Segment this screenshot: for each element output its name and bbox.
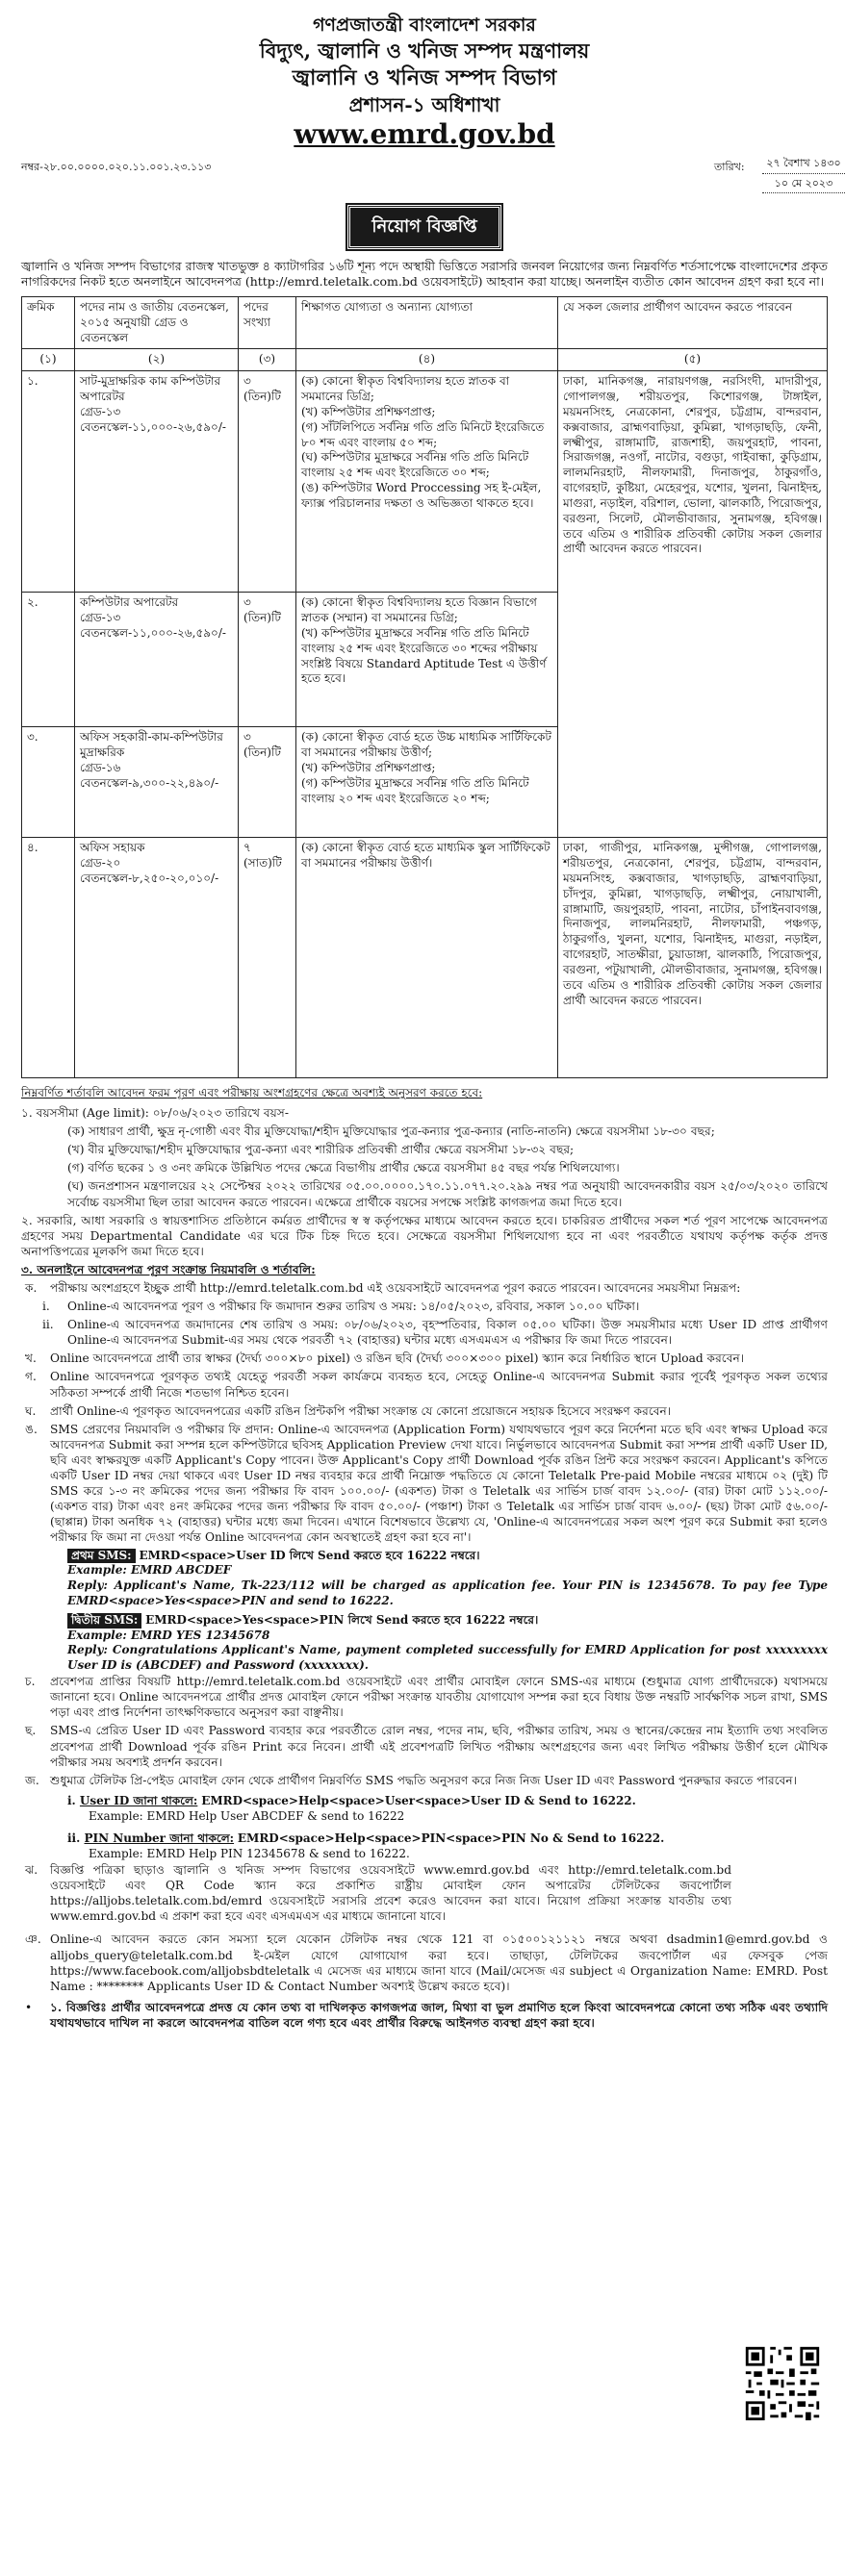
intro-paragraph: জ্বালানি ও খনিজ সম্পদ বিভাগের রাজস্ব খাতভুক্ত ৪ ক্যাটাগরির ১৬টি শূন্য পদে অস্থায়ী ভিত্তিতে সরাসরি জনবল নিয়োগের জন্য নিম্নবর্ণিত শর্তসাপেক্ষে বাংলাদেশের প্রকৃত নাগরিকদের নিকট হতে অনলাইনে আবেদনপত্র (http://emrd.teletalk.com.bd ওয়েবসাইটে) আহবান করা যাচ্ছে। অনলাইন ব্যতীত কোন আবেদন গ্রহণ করা হবে না।	[21, 258, 828, 290]
cell-qualification: (ক) কোনো স্বীকৃত বিশ্ববিদ্যালয় হতে স্নাতক বা সমমানের ডিগ্রি; (খ) কম্পিউটার প্রশিক্ষণপ্রাপ্ত; (গ) সাঁটলিপিতে সর্বনিম্ন গতি প্রতি মিনিটে ইংরেজিতে ৮০ শব্দ এবং বাংলায় ৫০ শব্দ; (ঘ) কম্পিউটার মুদ্রাক্ষরে সর্বনিম্ন গতি প্রতি মিনিটে বাংলায় ২৫ শব্দ এবং ইংরেজিতে ৩০ শব্দ; (ঙ) কম্পিউটার Word Proccessing সহ ই-মেইল, ফ্যাক্স পরিচালনার দক্ষতা ও অভিজ্ঞতা থাকতে হবে।	[296, 371, 558, 593]
rule-last: ১. বিজ্ঞপ্তিঃ প্রার্থীর আবেদনপত্রে প্রদত্ত যে কোন তথ্য বা দাখিলকৃত কাগজপত্র জাল, মিথ্যা বা ভুল প্রমাণিত হলে কিংবা আবেদনপত্রে কোনো তথ্য সঠিক এবং তথ্যাদি যথাযথভাবে দাখিল না করলে আবেদনপত্র বাতিল বলে গণ্য হবে এবং প্রার্থীর বিরুদ্ধে আইনগত ব্যবস্থা গ্রহণ করা হবে।	[50, 2000, 828, 2030]
list-item: ঙ. SMS প্রেরণের নিয়মাবলি ও পরীক্ষার ফি প্রদান: Online-এ আবেদনপত্র (Application Form) যথাযথভাবে পূরণ করে নির্দেশনা মতে ছবি এবং স্বাক্ষর Upload করে আবেদনপত্র Submit করা সম্পন্ন হলে কম্পিউটারে ছবিসহ Application Preview দেখা যাবে। নির্ভুলভাবে আবেদনপত্র Submit করা সম্পন্ন প্রার্থী একটি User ID, ছবি এবং স্বাক্ষরযুক্ত একটি Applicant's Copy পাবেন। উক্ত Applicant's Copy প্রার্থী Download পূর্বক রঙিন প্রিন্ট করে সংরক্ষণ করবেন। Applicant's কপিতে একটি User ID নম্বর দেয়া থাকবে এবং User ID নম্বর ব্যবহার করে প্রার্থী নিম্নোক্ত পদ্ধতিতে যে কোনো Teletalk Pre-paid Mobile নম্বরের মাধ্যমে ০২ (দুই) টি SMS করে ১-৩ নং ক্রমিকের পদের জন্য পরীক্ষার ফি বাবদ ১০০.০০/- (একশত) টাকা ও Teletalk এর সার্ভিস চার্জ বাবদ ১২.০০/- (বার) টাকা মোট ১১২.০০/- (একশত বার) টাকা এবং ৪নং ক্রমিকের পদের জন্য পরীক্ষার ফি বাবদ ৫০.০০/- (পঞ্চাশ) টাকা ও Teletalk এর সার্ভিস চার্জ বাবদ ৬.০০/- (ছয়) টাকা মোট ৫৬.০০/- (ছাপ্পান্ন) টাকা অনধিক ৭২ (বাহাত্তর) ঘন্টার মধ্যে জমা দিবেন। এখানে বিশেষভাবে উল্লেখ্য যে, 'Online-এ আবেদনপত্রের সকল অংশ পূরণ করে Submit করা হলেও পরীক্ষার ফি জমা না দেওয়া পর্যন্ত Online আবেদনপত্র কোন অবস্থাতেই গ্রহণ করা হবে না'।	[25, 1422, 828, 1545]
recover-pin-example: Example: EMRD Help PIN 12345678 & send to 16222.	[89, 1847, 410, 1861]
rule-f: প্রবেশপত্র প্রাপ্তির বিষয়টি http://emrd.teletalk.com.bd ওয়েবসাইটে এবং প্রার্থীর মোবাইল ফোনে SMS-এর মাধ্যমে (শুধুমাত্র যোগ্য প্রার্থীদেরকে) যথাসময়ে জানানো হবে। Online আবেদনপত্রে প্রার্থীর প্রদত্ত মোবাইল ফোনে পরীক্ষা সংক্রান্ত যাবতীয় যোগাযোগ সম্পন্ন করা হবে বিধায় উক্ত নম্বরটি সার্বক্ষণিক সচল রাখা, SMS পড়া এবং প্রাপ্ত নির্দেশনা তাৎক্ষণিকভাবে অনুসরণ করা বাঞ্ছনীয়।	[50, 1675, 828, 1720]
rule-c: Online আবেদনপত্রে পূরণকৃত তথ্যই যেহেতু পরবর্তী সকল কার্যক্রমে ব্যবহৃত হবে, সেহেতু Online-এ আবেদনপত্র Submit করার পূর্বেই পূরণকৃত সকল তথ্যের সঠিকতা সম্পর্কে প্রার্থী নিজে শতভাগ নিশ্চিত হবেন।	[50, 1370, 828, 1400]
list-item: i. Online-এ আবেদনপত্র পূরণ ও পরীক্ষার ফি জমাদান শুরুর তারিখ ও সময়: ১৪/০৫/২০২৩, রবিবার, সকাল ১০.০০ ঘটিকা।	[21, 1299, 828, 1314]
list-item: ঞ. Online-এ আবেদন করতে কোন সমস্যা হলে যেকোন টেলিটক নম্বর থেকে 121 বা ০১৫০০১২১১২১ নম্বরে অথবা dsadmin1@emrd.gov.bd ও alljobs_query@teletalk.com.bd ই-মেইল যোগে যোগাযোগ করা হবে। তাছাড়া, টেলিটকের জবপোর্টাল এর ফেসবুক পেজ https://www.facebook.com/alljobsbdteletalk এ মেসেজ এর মাধ্যমে জানা যাবে (Mail/মেসেজ এর subject এ Organization Name: EMRD. Post Name : ******** Applicants User ID & Contact Number অবশ্যই উল্লেখ করতে হবে)।	[25, 1932, 828, 1993]
header-post: পদের নাম ও জাতীয় বেতনস্কেল, ২০১৫ অনুযায়ী গ্রেড ও বেতনস্কেল	[75, 296, 239, 348]
header-count: পদের সংখ্যা	[239, 296, 296, 348]
cell-serial: ১.	[22, 371, 75, 593]
cell-qualification: (ক) কোনো স্বীকৃত বোর্ড হতে মাধ্যমিক স্কুল সার্টিফিকেট বা সমমানের পরীক্ষায় উত্তীর্ণ।	[296, 838, 558, 1078]
cell-qualification: (ক) কোনো স্বীকৃত বোর্ড হতে উচ্চ মাধ্যমিক সার্টিফিকেট বা সমমানের পরীক্ষায় উত্তীর্ণ; (খ) কম্পিউটার প্রশিক্ষণপ্রাপ্ত; (গ) কম্পিউটার মুদ্রাক্ষরে সর্বনিম্ন গতি প্রতি মিনিটে বাংলায় ২০ শব্দ এবং ইংরেজিতে ২০ শব্দ;	[296, 727, 558, 838]
rule-i: বিজ্ঞপ্তি পত্রিকা ছাড়াও জ্বালানি ও খনিজ সম্পদ বিভাগের ওয়েবসাইটে www.emrd.gov.bd এবং http://emrd.teletalk.com.bd ওয়েবসাইটে এবং QR Code স্ক্যান করে প্রকাশিত রাষ্ট্রীয় মোবাইল ফোন অপারেটর টেলিটকের জবপোর্টাল https://alljobs.teletalk.com.bd/emrd ওয়েবসাইটে সরাসরি প্রবেশ করেও আবেদন করা যাবে। নিয়োগ প্রক্রিয়া সংক্রান্ত যাবতীয় তথ্য www.emrd.gov.bd এ প্রকাশ করা হবে এবং এসএমএস এর মাধ্যমে জানানো যাবে।	[50, 1863, 731, 1924]
list-item: ii. Online-এ আবেদনপত্র জমাদানের শেষ তারিখ ও সময়: ০৮/০৬/২০২৩, বৃহস্পতিবার, বিকাল ০৫.০০ ঘটিকা। উক্ত সময়সীমার মধ্যে User ID প্রাপ্ত প্রার্থীগণ Online-এ আবেদনপত্র Submit-এর সময় থেকে পরবর্তী ৭২ (বাহাত্তর) ঘন্টার মধ্যে এসএমএস এ পরীক্ষার ফি জমা দিতে পারবেন।	[42, 1318, 828, 1348]
recover-pin-cmd: EMRD<space>Help<space>PIN<space>PIN No & Send to 16222.	[237, 1831, 665, 1846]
rule-a: পরীক্ষায় অংশগ্রহণে ইচ্ছুক প্রার্থী http://emrd.teletalk.com.bd এই ওয়েবসাইটে আবেদনপত্র পূরণ করতে পারবেন। আবেদনের সময়সীমা নিম্নরূপ:	[50, 1281, 741, 1295]
list-item	[21, 1160, 828, 1175]
list-item	[21, 1142, 828, 1157]
sms1-label: প্রথম SMS:	[67, 1549, 136, 1564]
date-label: তারিখ:	[714, 161, 745, 174]
sms2-reply: Reply: Congratulations Applicant's Name, payment completed successfully for EMRD Application for post xxxxxxxxx User ID is (ABCDEF) and Password (xxxxxxxx).	[67, 1643, 828, 1673]
cell-qualification: (ক) কোনো স্বীকৃত বিশ্ববিদ্যালয় হতে বিজ্ঞান বিভাগে স্নাতক (সম্মান) বা সমমানের ডিগ্রি; (খ) কম্পিউটার মুদ্রাক্ষরে সর্বনিম্ন গতি প্রতি মিনিটে বাংলায় ২৫ শব্দ এবং ইংরেজিতে ৩০ শব্দের পরীক্ষায় সংশ্লিষ্ট বিষয়ে Standard Aptitude Test এ উত্তীর্ণ হতে হবে।	[296, 593, 558, 727]
memo-number: নম্বর-২৮.০০.০০০০.০২০.১১.০০১.২৩.১১৩	[21, 161, 212, 174]
list-item: ছ. SMS-এ প্রেরিত User ID এবং Password ব্যবহার করে পরবর্তীতে রোল নম্বর, পদের নাম, ছবি, পরীক্ষার তারিখ, সময় ও স্থানের/কেন্দ্রের নাম ইত্যাদি তথ্য সংবলিত প্রবেশপত্র প্রার্থী Download পূর্বক রঙিন Print করে নিবেন। প্রার্থী এই প্রবেশপত্রটি লিখিত পরীক্ষায় অংশগ্রহণের জন্য এবং লিখিত পরীক্ষায় উত্তীর্ণ হলে মৌখিক পরীক্ষার সময় অবশ্যই প্রদর্শন করবেন।	[25, 1724, 828, 1769]
header-serial: ক্রমিক	[22, 296, 75, 348]
list-item: ঝ. বিজ্ঞপ্তি পত্রিকা ছাড়াও জ্বালানি ও খনিজ সম্পদ বিভাগের ওয়েবসাইটে www.emrd.gov.bd এবং http://emrd.teletalk.com.bd ওয়েবসাইটে এবং QR Code স্ক্যান করে প্রকাশিত রাষ্ট্রীয় মোবাইল ফোন অপারেটর টেলিটকের জবপোর্টাল https://alljobs.teletalk.com.bd/emrd ওয়েবসাইটে সরাসরি প্রবেশ করেও আবেদন করা যাবে। নিয়োগ প্রক্রিয়া সংক্রান্ত যাবতীয় তথ্য www.emrd.gov.bd এ প্রকাশ করা হবে এবং এসএমএস এর মাধ্যমে জানানো যাবে।	[25, 1863, 731, 1924]
list-item: • ১. বিজ্ঞপ্তিঃ প্রার্থীর আবেদনপত্রে প্রদত্ত যে কোন তথ্য বা দাখিলকৃত কাগজপত্র জাল, মিথ্যা বা ভুল প্রমাণিত হলে কিংবা আবেদনপত্রে কোনো তথ্য সঠিক এবং তথ্যাদি যথাযথভাবে দাখিল না করলে আবেদনপত্র বাতিল বলে গণ্য হবে এবং প্রার্থীর বিরুদ্ধে আইনগত ব্যবস্থা গ্রহণ করা হবে।	[25, 2000, 828, 2030]
cell-districts: ঢাকা, গাজীপুর, মানিকগঞ্জ, মুন্সীগঞ্জ, গোপালগঞ্জ, শরীয়তপুর, নেত্রকোনা, শেরপুর, চট্টগ্রাম, বান্দরবান, ময়মনসিংহ, কক্সবাজার, খাগড়াছড়ি, ব্রাহ্মণবাড়িয়া, চাঁদপুর, কুমিল্লা, খাগড়াছড়ি, লক্ষ্মীপুর, নোয়াখালী, রাঙ্গামাটি, জয়পুরহাট, পাবনা, নাটোর, চাঁপাইনবাবগঞ্জ, দিনাজপুর, লালমনিরহাট, নীলফামারী, পঞ্চগড়, ঠাকুরগাঁও, খুলনা, যশোর, ঝিনাইদহ, মাগুরা, নড়াইল, বাগেরহাট, সাতক্ষীরা, চুয়াডাঙ্গা, ঝালকাঠি, পিরোজপুর, বরগুনা, পটুয়াখালী, মৌলভীবাজার, সুনামগঞ্জ, হবিগঞ্জ। তবে এতিম ও শারীরিক প্রতিবন্ধী কোটায় সকল জেলার প্রার্থী আবেদন করতে পারবেন।	[558, 838, 828, 1078]
table-header-row	[22, 296, 828, 348]
recover-userid-label: User ID জানা থাকলে:	[79, 1793, 198, 1807]
table-row	[22, 371, 828, 593]
list-item	[21, 1178, 828, 1209]
age-limit-title: ১. বয়সসীমা (Age limit): ০৮/০৬/২০২৩ তারিখে বয়স-	[21, 1106, 289, 1121]
cell-post: সাট-মুদ্রাক্ষরিক কাম কম্পিউটার অপারেটর গ্রেড-১৩ বেতনস্কেল-১১,০০০-২৬,৫৯০/-	[75, 371, 239, 593]
table-row	[22, 838, 828, 1078]
list-item	[21, 1124, 828, 1139]
cell-count: ৩ (তিন)টি	[239, 371, 296, 593]
sms1-example: Example: EMRD ABCDEF	[67, 1563, 232, 1578]
cell-post: অফিস সহায়ক গ্রেড-২০ বেতনস্কেল-৮,২৫০-২০,০১০/-	[75, 838, 239, 1078]
reference-row	[21, 157, 841, 195]
header-qualification: শিক্ষাগত যোগ্যতা ও অন্যান্য যোগ্যতা	[296, 296, 558, 348]
qr-code-icon[interactable]	[743, 2344, 822, 2423]
colnum: (১)	[22, 349, 75, 371]
rule-d: প্রার্থী Online-এ পূরণকৃত আবেদনপত্রের একটি রঙিন প্রিন্টকপি পরীক্ষা সংক্রান্ত যে কোনো প্রয়োজনে সহায়ক হিসেবে সংরক্ষণ করবেন।	[50, 1403, 672, 1418]
list-item: চ. প্রবেশপত্র প্রাপ্তির বিষয়টি http://emrd.teletalk.com.bd ওয়েবসাইটে এবং প্রার্থীর মোবাইল ফোনে SMS-এর মাধ্যমে (শুধুমাত্র যোগ্য প্রার্থীদেরকে) যথাসময়ে জানানো হবে। Online আবেদনপত্রে প্রার্থীর প্রদত্ত মোবাইল ফোনে পরীক্ষা সংক্রান্ত যাবতীয় যোগাযোগ সম্পন্ন করা হবে বিধায় উক্ত নম্বরটি সার্বক্ষণিক সচল রাখা, SMS পড়া এবং প্রাপ্ত নির্দেশনা তাৎক্ষণিকভাবে অনুসরণ করা বাঞ্ছনীয়।	[25, 1675, 828, 1720]
cell-count: ৭ (সাত)টি	[239, 838, 296, 1078]
cell-districts: ঢাকা, মানিকগঞ্জ, নারায়ণগঞ্জ, নরসিংদী, মাদারীপুর, গোপালগঞ্জ, শরীয়তপুর, কিশোরগঞ্জ, টাঙ্গাইল, ময়মনসিংহ, নেত্রকোনা, শেরপুর, চট্টগ্রাম, বান্দরবান, কক্সবাজার, ব্রাহ্মণবাড়িয়া, কুমিল্লা, খাগড়াছড়ি, ফেনী, লক্ষ্মীপুর, রাঙ্গামাটি, রাজশাহী, জয়পুরহাট, পাবনা, সিরাজগঞ্জ, নওগাঁ, নাটোর, বগুড়া, গাইবান্ধা, কুড়িগ্রাম, লালমনিরহাট, নীলফামারী, দিনাজপুর, ঠাকুরগাঁও, বাগেরহাট, কুষ্টিয়া, মেহেরপুর, যশোর, খুলনা, ঝিনাইদহ, মাগুরা, নড়াইল, বরিশাল, ভোলা, ঝালকাঠি, পিরোজপুর, বরগুনা, সিলেট, মৌলভীবাজার, সুনামগঞ্জ, হবিগঞ্জ। তবে এতিম ও শারীরিক প্রতিবন্ধী কোটায় সকল জেলার প্রার্থী আবেদন করতে পারবেন।	[558, 371, 828, 838]
cell-count: ৩ (তিন)টি	[239, 593, 296, 727]
rule-a-ii: Online-এ আবেদনপত্র জমাদানের শেষ তারিখ ও সময়: ০৮/০৬/২০২৩, বৃহস্পতিবার, বিকাল ০৫.০০ ঘটিকা। উক্ত সময়সীমার মধ্যে User ID প্রাপ্ত প্রার্থীগণ Online-এ আবেদনপত্র Submit-এর সময় থেকে পরবর্তী ৭২ (বাহাত্তর) ঘন্টার মধ্যে এসএমএস এ পরীক্ষার ফি জমা দিতে পারবেন।	[67, 1318, 828, 1348]
letterhead	[21, 13, 828, 153]
date-box	[762, 157, 845, 196]
rule-b: Online আবেদনপত্রে প্রার্থী তার স্বাক্ষর (দৈর্ঘ্য ৩০০×৮০ pixel) ও রঙিন ছবি (দৈর্ঘ্য ৩০০×৩০০ pixel) স্ক্যান করে নির্ধারিত স্থানে Upload করবেন।	[50, 1351, 745, 1366]
rule-h: শুধুমাত্র টেলিটক প্রি-পেইড মোবাইল ফোন থেকে প্রার্থীগণ নিম্নবর্ণিত SMS পদ্ধতি অনুসরণ করে নিজ নিজ User ID এবং Password পুনরুদ্ধার করতে পারবেন।	[50, 1773, 798, 1787]
cell-post: অফিস সহকারী-কাম-কম্পিউটার মুদ্রাক্ষরিক গ্রেড-১৬ বেতনস্কেল-৯,৩০০-২২,৪৯০/-	[75, 727, 239, 838]
list-item: ঘ. প্রার্থী Online-এ পূরণকৃত আবেদনপত্রের একটি রঙিন প্রিন্টকপি পরীক্ষা সংক্রান্ত যে কোনো প্রয়োজনে সহায়ক হিসেবে সংরক্ষণ করবেন।	[21, 1403, 828, 1419]
recover-userid-example: Example: EMRD Help User ABCDEF & send to 16222	[89, 1808, 405, 1823]
cell-serial: ৪.	[22, 838, 75, 1078]
section-3-title: ৩. অনলাইনে আবেদনপত্র পূরণ সংক্রান্ত নিয়মাবলি ও শর্তাবলি:	[21, 1262, 316, 1276]
list-item: ক. পরীক্ষায় অংশগ্রহণে ইচ্ছুক প্রার্থী http://emrd.teletalk.com.bd এই ওয়েবসাইটে আবেদনপত্র পূরণ করতে পারবেন। আবেদনের সময়সীমা নিম্নরূপ:	[21, 1280, 828, 1296]
rule-a-i: Online-এ আবেদনপত্র পূরণ ও পরীক্ষার ফি জমাদান শুরুর তারিখ ও সময়: ১৪/০৫/২০২৩, রবিবার, সকাল ১০.০০ ঘটিকা।	[67, 1300, 640, 1314]
sms2-label: দ্বিতীয় SMS:	[67, 1613, 141, 1629]
section-2: ২. সরকারি, আধা সরকারি ও স্বায়ত্তশাসিত প্রতিষ্ঠানে কর্মরত প্রার্থীদের স্ব স্ব কর্তৃপক্ষের মাধ্যমে আবেদন করতে হবে। চাকরিরত প্রার্থীদের সকল শর্ত পূরণ সাপেক্ষে আবেদনপত্র গ্রহণের সময় Departmental Candidate এর ঘরে টিক চিহ্ন দিতে হবে। সেক্ষেত্রে বয়সসীমা শিথিলযোগ্য হবে না এবং পরবর্তীতে যথাযথ কর্তৃপক্ষ কর্তৃক প্রদত্ত অনাপত্তিপত্রের মূলকপি জমা দিতে হবে।	[21, 1213, 828, 1258]
cell-serial: ৩.	[22, 727, 75, 838]
rule-j: Online-এ আবেদন করতে কোন সমস্যা হলে যেকোন টেলিটক নম্বর থেকে 121 বা ০১৫০০১২১১২১ নম্বরে অথবা dsadmin1@emrd.gov.bd ও alljobs_query@teletalk.com.bd ই-মেইল যোগে যোগাযোগ করা হবে। তাছাড়া, টেলিটকের জবপোর্টাল এর ফেসবুক পেজ https://www.facebook.com/alljobsbdteletalk এ মেসেজ এর মাধ্যমে জানা যাবে (Mail/মেসেজ এর subject এ Organization Name: EMRD. Post Name : ******** Applicants User ID & Contact Number অবশ্যই উল্লেখ করতে হবে)।	[50, 1932, 828, 1993]
list-item: জ. শুধুমাত্র টেলিটক প্রি-পেইড মোবাইল ফোন থেকে প্রার্থীগণ নিম্নবর্ণিত SMS পদ্ধতি অনুসরণ করে নিজ নিজ User ID এবং Password পুনরুদ্ধার করতে পারবেন।	[21, 1773, 828, 1788]
recover-pin: ii. PIN Number জানা থাকলে: EMRD<space>Help<space>PIN<space>PIN No & Send to 16222.	[67, 1831, 665, 1846]
website-link[interactable]: www.emrd.gov.bd	[294, 118, 555, 151]
cell-serial: ২.	[22, 593, 75, 727]
sms1-reply: Reply: Applicant's Name, Tk-223/112 will be charged as application fee. Your PIN is 12345678. To pay fee Type EMRD<space>Yes<space>PIN and send to 16222.	[67, 1578, 828, 1607]
conditions-heading: নিম্নবর্ণিত শর্তাবলি আবেদন ফরম পূরণ এবং পরীক্ষায় অংশগ্রহণের ক্ষেত্রে অবশ্যই অনুসরণ করতে হবে:	[21, 1086, 483, 1100]
sms2-line	[21, 1613, 828, 1629]
list-item: গ. Online আবেদনপত্রে পূরণকৃত তথ্যই যেহেতু পরবর্তী সকল কার্যক্রমে ব্যবহৃত হবে, সেহেতু Online-এ আবেদনপত্র Submit করার পূর্বেই পূরণকৃত সকল তথ্যের সঠিকতা সম্পর্কে প্রার্থী নিজে শতভাগ নিশ্চিত হবেন।	[25, 1370, 828, 1400]
gov-name: গণপ্রজাতন্ত্রী বাংলাদেশ সরকার	[313, 14, 536, 36]
header-districts: যে সকল জেলার প্রার্থীগণ আবেদন করতে পারবেন	[558, 296, 828, 348]
rule-e: SMS প্রেরণের নিয়মাবলি ও পরীক্ষার ফি প্রদান: Online-এ আবেদনপত্র (Application Form) যথাযথভাবে পূরণ করে নির্দেশনা মতে ছবি এবং স্বাক্ষর Upload করে আবেদনপত্র Submit করা সম্পন্ন হলে কম্পিউটারে ছবিসহ Application Preview দেখা যাবে। নির্ভুলভাবে আবেদনপত্র Submit করা সম্পন্ন প্রার্থী একটি User ID, ছবি এবং স্বাক্ষরযুক্ত একটি Applicant's Copy পাবেন। উক্ত Applicant's Copy প্রার্থী Download পূর্বক রঙিন প্রিন্ট করে সংরক্ষণ করবেন। Applicant's কপিতে একটি User ID নম্বর দেয়া থাকবে এবং User ID নম্বর ব্যবহার করে প্রার্থী নিম্নোক্ত পদ্ধতিতে যে কোনো Teletalk Pre-paid Mobile নম্বরের মাধ্যমে ০২ (দুই) টি SMS করে ১-৩ নং ক্রমিকের পদের জন্য পরীক্ষার ফি বাবদ ১০০.০০/- (একশত) টাকা ও Teletalk এর সার্ভিস চার্জ বাবদ ১২.০০/- (বার) টাকা মোট ১১২.০০/- (একশত বার) টাকা এবং ৪নং ক্রমিকের পদের জন্য পরীক্ষার ফি বাবদ ৫০.০০/- (পঞ্চাশ) টাকা ও Teletalk এর সার্ভিস চার্জ বাবদ ৬.০০/- (ছয়) টাকা মোট ৫৬.০০/- (ছাপ্পান্ন) টাকা অনধিক ৭২ (বাহাত্তর) ঘন্টার মধ্যে জমা দিবেন। এখানে বিশেষভাবে উল্লেখ্য যে, 'Online-এ আবেদনপত্রের সকল অংশ পূরণ করে Submit করা হলেও পরীক্ষার ফি জমা না দেওয়া পর্যন্ত Online আবেদনপত্র কোন অবস্থাতেই গ্রহণ করা হবে না'।	[50, 1422, 828, 1545]
age-item: (গ) বর্ণিত ছকের ১ ও ৩নং ক্রমিকে উল্লিখিত পদের ক্ষেত্রে বিভাগীয় প্রার্থীর ক্ষেত্রে বয়সসীমা ৪৫ বছর পর্যন্ত শিথিলযোগ্য।	[67, 1161, 620, 1175]
notice-title: নিয়োগ বিজ্ঞপ্তি	[347, 205, 500, 249]
date-bangla: ২৭ বৈশাখ ১৪৩০	[762, 157, 845, 174]
recover-pin-label: PIN Number জানা থাকলে:	[84, 1831, 235, 1846]
colnum: (৩)	[239, 349, 296, 371]
sms2-command: EMRD<space>Yes<space>PIN লিখে Send করতে হবে 16222 নম্বরে।	[145, 1612, 539, 1627]
cell-count: ৩ (তিন)টি	[239, 727, 296, 838]
cell-post: কম্পিউটার অপারেটর গ্রেড-১৩ বেতনস্কেল-১১,০০০-২৬,৫৯০/-	[75, 593, 239, 727]
division-name: জ্বালানি ও খনিজ সম্পদ বিভাগ	[292, 64, 557, 90]
table-colnum-row	[22, 349, 828, 371]
age-item: (খ) বীর মুক্তিযোদ্ধা/শহীদ মুক্তিযোদ্ধার পুত্র-কন্যা এবং শারীরিক প্রতিবন্ধী প্রার্থীর ক্ষেত্রে বয়সসীমা ১৮-৩২ বছর;	[67, 1143, 575, 1157]
rule-g: SMS-এ প্রেরিত User ID এবং Password ব্যবহার করে পরবর্তীতে রোল নম্বর, পদের নাম, ছবি, পরীক্ষার তারিখ, সময় ও স্থানের/কেন্দ্রের নাম ইত্যাদি তথ্য সংবলিত প্রবেশপত্র প্রার্থী Download পূর্বক রঙিন Print করে নিবেন। প্রার্থী এই প্রবেশপত্রটি লিখিত পরীক্ষায় অংশগ্রহণের জন্য এবং লিখিত পরীক্ষায় উত্তীর্ণ হলে মৌখিক পরীক্ষার সময় অবশ্যই প্রদর্শন করবেন।	[50, 1724, 828, 1769]
vacancy-table	[21, 296, 828, 1078]
sms1-line	[21, 1549, 828, 1564]
ministry-name: বিদ্যুৎ, জ্বালানি ও খনিজ সম্পদ মন্ত্রণালয়	[259, 38, 590, 63]
age-item: (ক) সাধারণ প্রার্থী, ক্ষুদ্র নৃ-গোষ্ঠী এবং বীর মুক্তিযোদ্ধা/শহীদ মুক্তিযোদ্ধার পুত্র-কন্যার পুত্র-কন্যার (নাতি-নাতনি) ক্ষেত্রে বয়সসীমা ১৮-৩০ বছর;	[67, 1124, 715, 1139]
sms2-example: Example: EMRD YES 12345678	[67, 1628, 270, 1642]
age-item: (ঘ) জনপ্রশাসন মন্ত্রণালয়ের ২২ সেপ্টেম্বর ২০২২ তারিখের ০৫.০০.০০০০.১৭০.১১.০৭৭.২০.২৯৯ নম্বর পত্র অনুযায়ী আবেদনকারীর বয়স ২৫/০৩/২০২০ তারিখে সর্বোচ্চ বয়সসীমা ছিল তারা আবেদন করতে পারবেন। এক্ষেত্রে প্রার্থীকে বয়সের সপক্ষে সংশ্লিষ্ট কাগজপত্র জমা দিতে হবে।	[67, 1179, 828, 1209]
recover-userid-cmd: EMRD<space>Help<space>User<space>User ID & Send to 16222.	[201, 1793, 636, 1807]
date-english: ১০ মে ২০২৩	[762, 177, 845, 194]
recover-userid: i. User ID জানা থাকলে: EMRD<space>Help<space>User<space>User ID & Send to 16222.	[67, 1793, 636, 1807]
colnum: (৫)	[558, 349, 828, 371]
sms1-command: EMRD<space>User ID লিখে Send করতে হবে 16222 নম্বরে।	[139, 1548, 480, 1562]
title-wrap	[21, 205, 828, 249]
list-item: খ. Online আবেদনপত্রে প্রার্থী তার স্বাক্ষর (দৈর্ঘ্য ৩০০×৮০ pixel) ও রঙিন ছবি (দৈর্ঘ্য ৩০০×৩০০ pixel) স্ক্যান করে নির্ধারিত স্থানে Upload করবেন।	[21, 1351, 828, 1366]
branch-name: প্রশাসন-১ অধিশাখা	[348, 92, 500, 116]
colnum: (৪)	[296, 349, 558, 371]
colnum: (২)	[75, 349, 239, 371]
